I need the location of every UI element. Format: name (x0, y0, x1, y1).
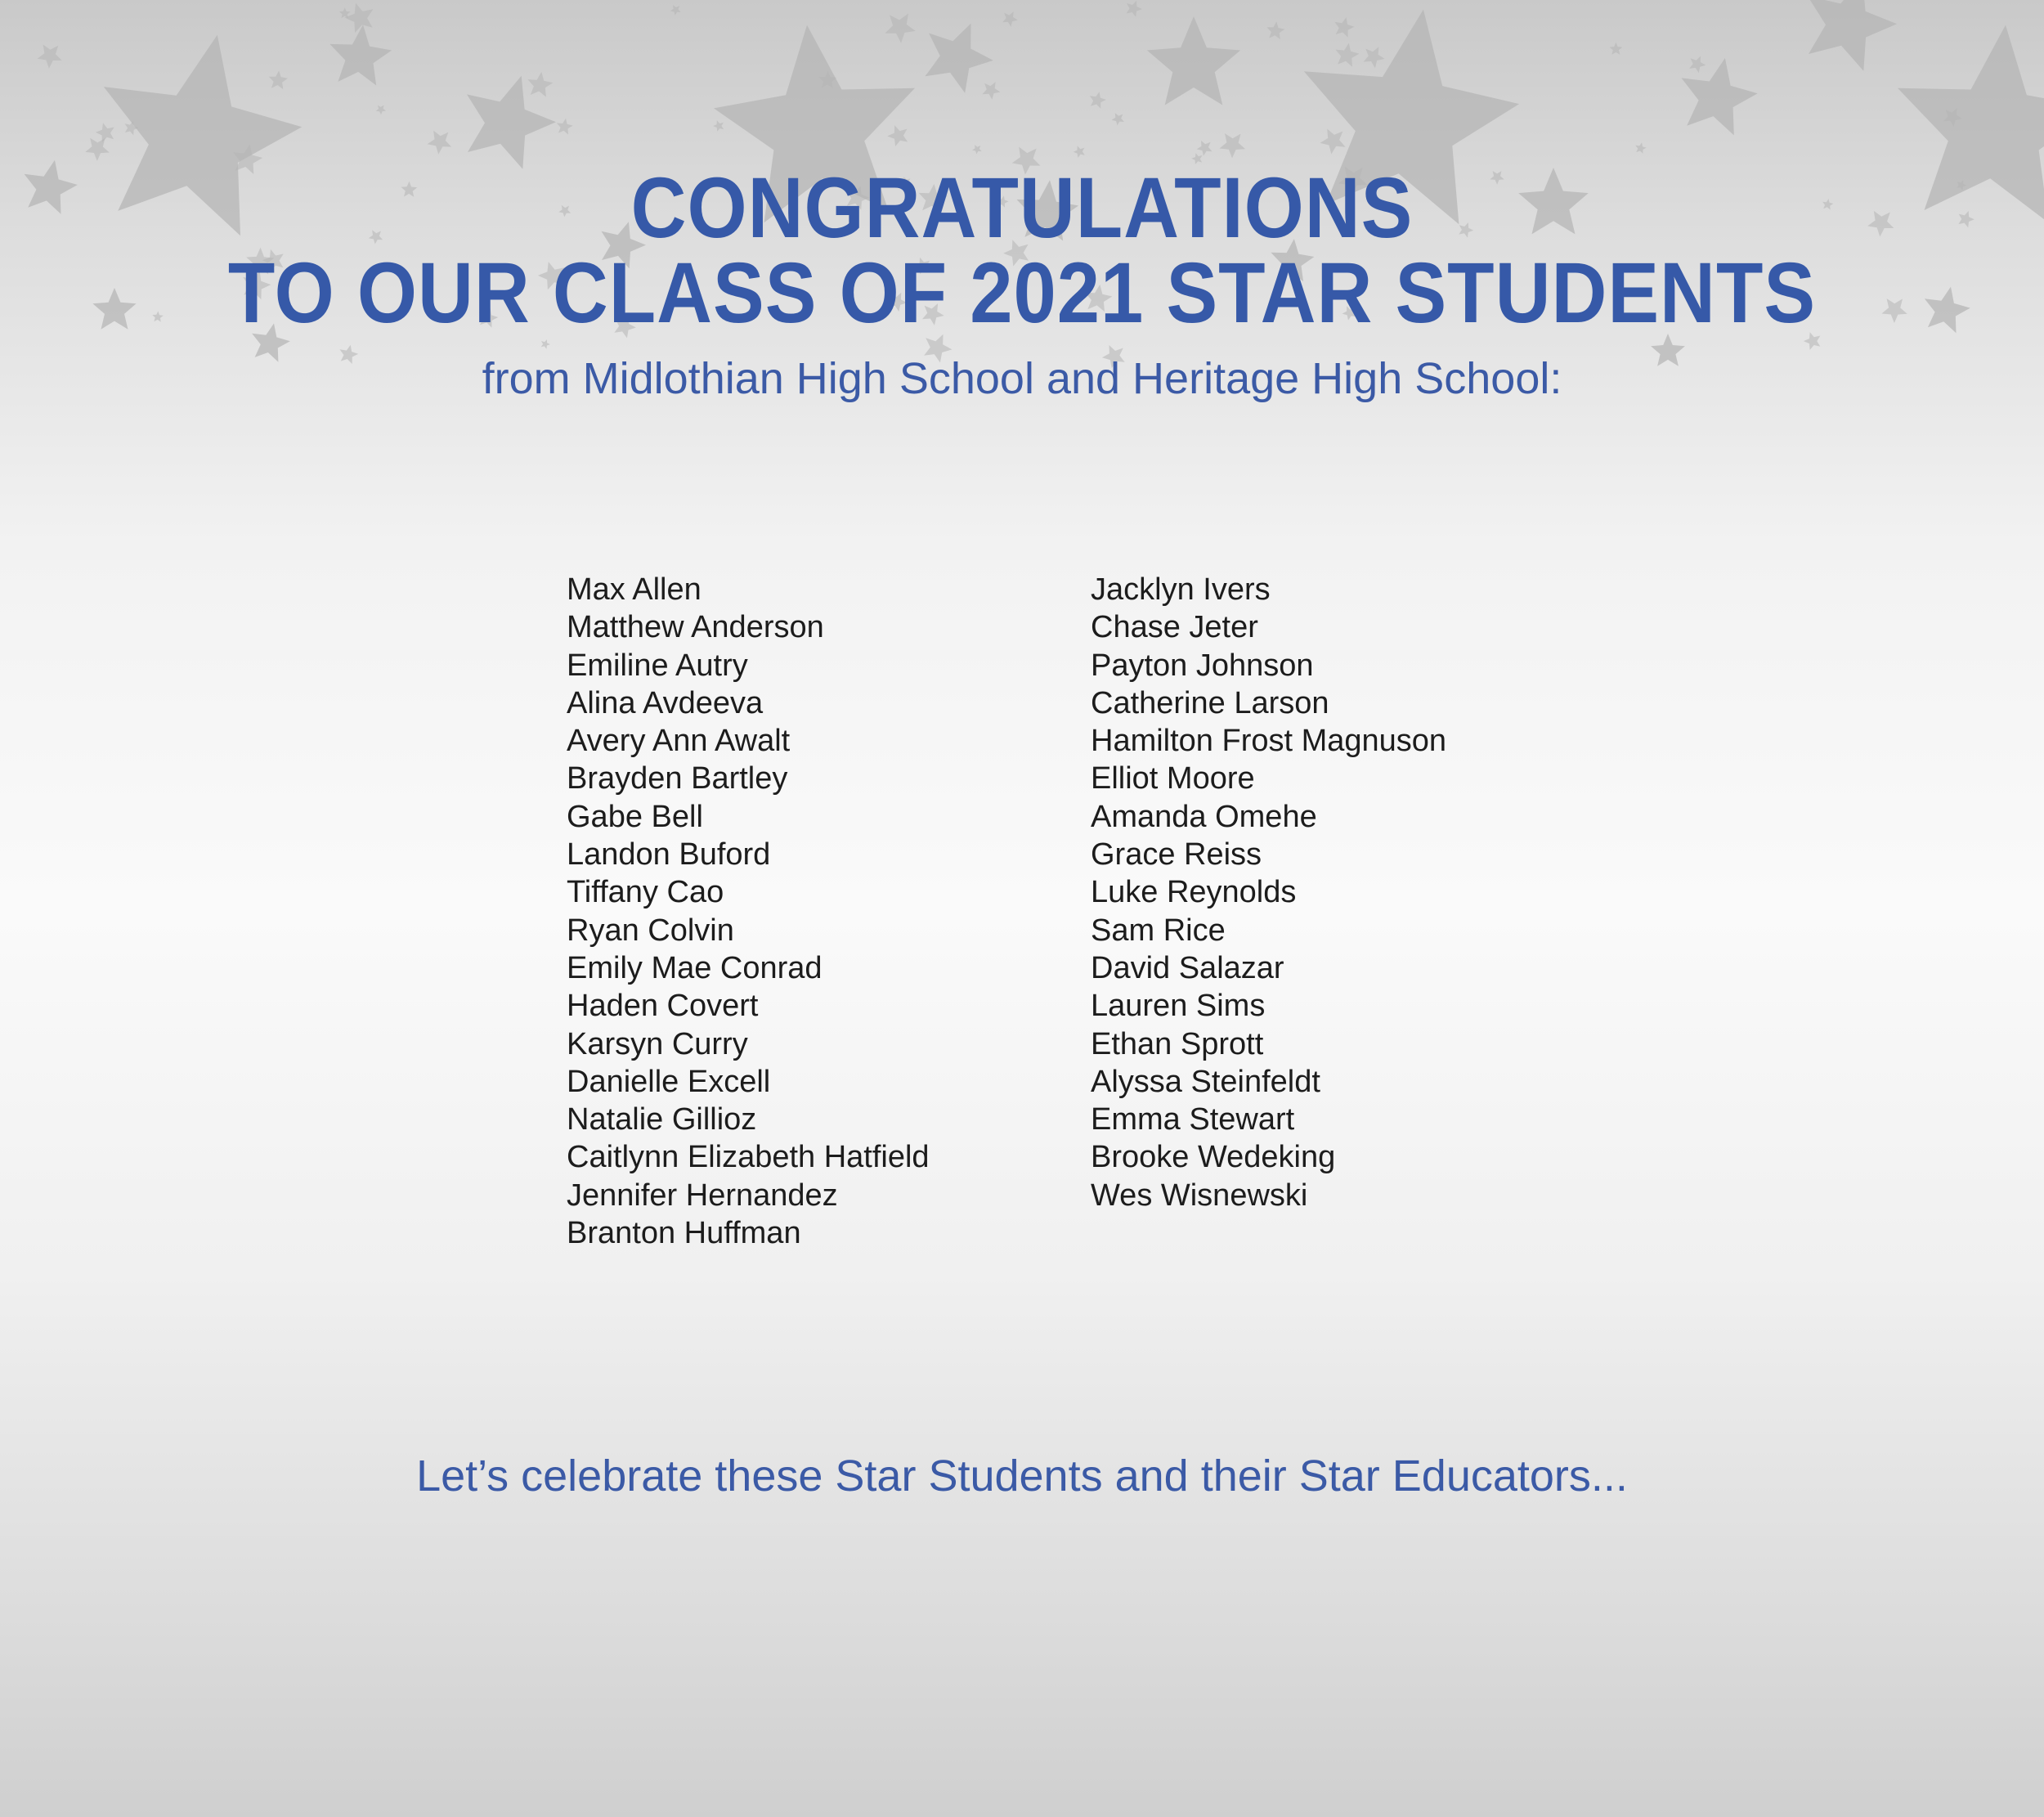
star-icon (96, 123, 114, 142)
student-name: Avery Ann Awalt (567, 724, 791, 759)
star-icon (1090, 92, 1106, 109)
student-name: Amanda Omehe (1091, 799, 1317, 834)
student-name: Matthew Anderson (567, 610, 824, 645)
star-icon (344, 3, 373, 33)
star-icon (1112, 113, 1124, 125)
star-icon (982, 82, 1000, 100)
star-icon (887, 125, 908, 146)
student-name: Ethan Sprott (1091, 1026, 1264, 1061)
student-name: Gabe Bell (567, 799, 703, 834)
star-icon (1074, 146, 1085, 158)
star-icon (1635, 142, 1646, 154)
student-name: Ryan Colvin (567, 913, 734, 948)
star-icon (1364, 47, 1385, 68)
student-name: Emily Mae Conrad (567, 950, 823, 985)
student-name: Hamilton Frost Magnuson (1091, 724, 1447, 759)
student-name: Grace Reiss (1091, 837, 1262, 873)
star-icon (1002, 11, 1018, 27)
student-name: Chase Jeter (1091, 610, 1258, 645)
title-line-1: CONGRATULATIONS (630, 159, 1414, 256)
star-icon (1220, 133, 1246, 158)
student-name: Danielle Excell (567, 1064, 771, 1099)
star-icon (1147, 16, 1240, 105)
student-name: Tiffany Cao (567, 875, 724, 910)
student-list-right (1091, 571, 1446, 1214)
student-name: Karsyn Curry (567, 1026, 748, 1061)
student-name: Branton Huffman (567, 1216, 801, 1251)
student-name: Lauren Sims (1091, 989, 1266, 1024)
star-icon (885, 14, 916, 43)
student-name: Brayden Bartley (567, 761, 788, 796)
student-name: Haden Covert (567, 989, 759, 1024)
student-name: Brooke Wedeking (1091, 1140, 1336, 1175)
title-line-2: TO OUR CLASS OF 2021 STAR STUDENTS (227, 244, 1817, 341)
star-icon (1197, 141, 1213, 156)
student-name: Wes Wisnewski (1091, 1178, 1308, 1213)
star-icon (1808, 0, 1897, 71)
star-icon (557, 119, 573, 135)
star-icon (1682, 58, 1758, 136)
student-name: David Salazar (1091, 950, 1284, 985)
star-icon (1335, 17, 1355, 38)
star-icon (38, 45, 62, 69)
star-icon (527, 72, 553, 97)
student-name: Landon Buford (567, 837, 771, 873)
star-icon (376, 105, 386, 115)
student-list-left (567, 571, 930, 1252)
student-name: Jacklyn Ivers (1091, 572, 1271, 607)
star-icon (1610, 43, 1623, 55)
student-name: Alina Avdeeva (567, 685, 764, 720)
star-icon (1266, 21, 1284, 39)
student-name: Max Allen (567, 572, 702, 607)
star-icon (972, 145, 982, 154)
student-name: Sam Rice (1091, 913, 1226, 948)
student-name: Luke Reynolds (1091, 875, 1297, 910)
student-name: Emiline Autry (567, 648, 748, 683)
student-name: Emma Stewart (1091, 1102, 1295, 1137)
star-icon (1335, 43, 1359, 67)
subtitle: from Midlothian High School and Heritage High School: (482, 354, 1562, 403)
star-icon (428, 131, 452, 155)
footer-message: Let’s celebrate these Star Students and their Star Educators... (416, 1451, 1628, 1501)
student-name: Jennifer Hernandez (567, 1178, 838, 1213)
star-icon (1320, 129, 1346, 155)
star-icon (269, 70, 288, 89)
student-name: Catherine Larson (1091, 685, 1329, 720)
student-name: Caitlynn Elizabeth Hatfield (567, 1140, 930, 1175)
star-icon (670, 5, 681, 16)
student-name: Payton Johnson (1091, 648, 1314, 683)
student-name: Natalie Gillioz (567, 1102, 757, 1137)
star-icon (926, 24, 993, 93)
student-name: Elliot Moore (1091, 761, 1255, 796)
star-icon (713, 120, 724, 132)
student-name: Alyssa Steinfeldt (1091, 1064, 1320, 1099)
star-icon (1127, 1, 1142, 17)
star-icon (329, 25, 392, 85)
star-icon (1689, 56, 1706, 74)
